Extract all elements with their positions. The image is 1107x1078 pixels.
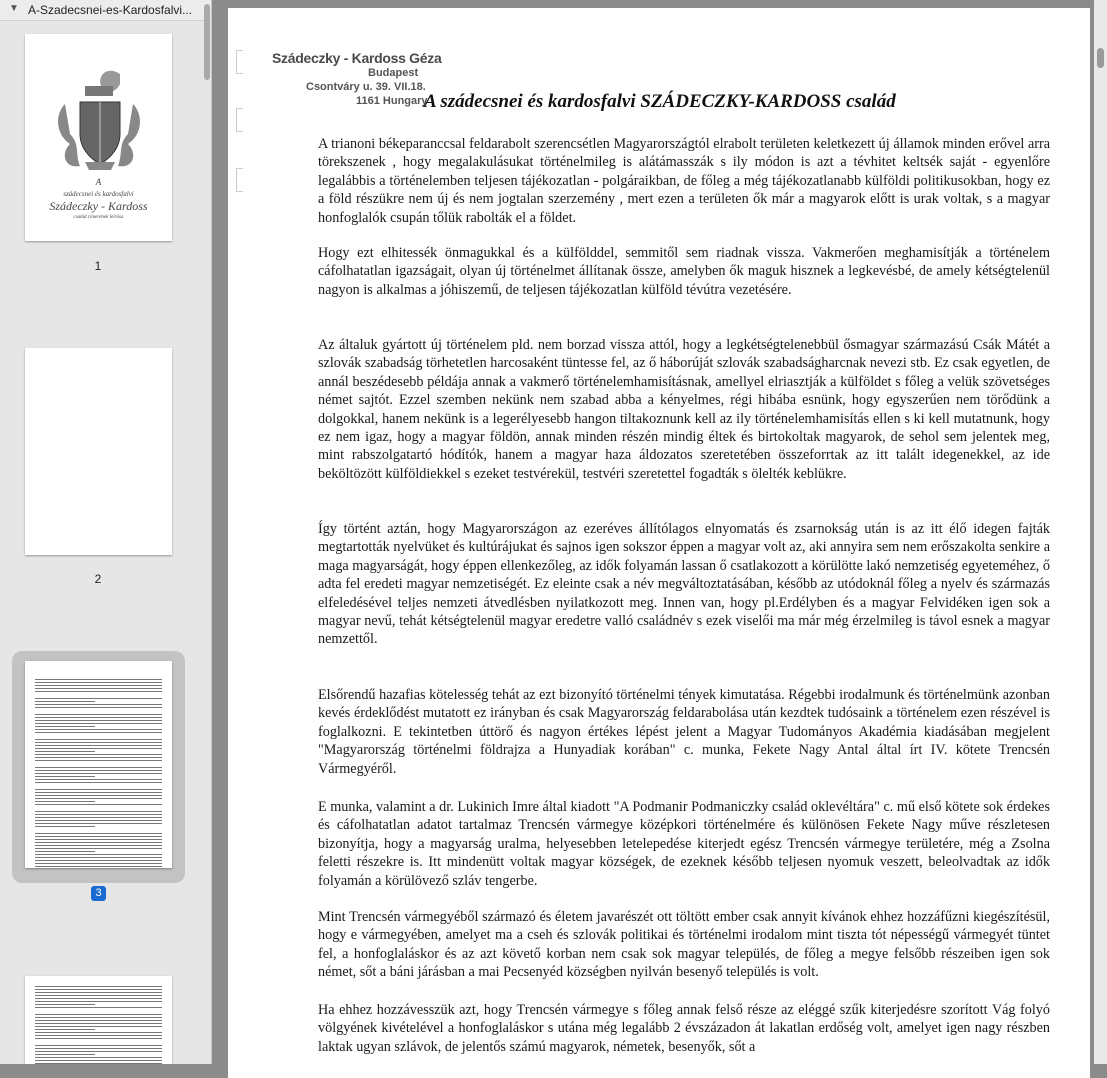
page-thumbnail-2[interactable] bbox=[25, 348, 172, 555]
thumbnail-text-line bbox=[35, 688, 162, 689]
thumbnail-text-line bbox=[35, 754, 162, 755]
thumbnail-text-line bbox=[35, 1017, 162, 1018]
thumbnail-text-line bbox=[35, 798, 162, 799]
thumbnail-text-line bbox=[35, 1001, 162, 1002]
thumbnail-text-line bbox=[35, 701, 95, 702]
thumbnail-text-line bbox=[35, 1035, 162, 1036]
thumbnail-text-line bbox=[35, 732, 162, 733]
thumbnail-text-line bbox=[35, 860, 162, 861]
thumbnail-text-line bbox=[35, 682, 162, 683]
thumbnail-text-line bbox=[35, 1045, 162, 1046]
paragraph-4: Így történt aztán, hogy Magyarországon az ezeréves állítólagos elnyomatás és zsarnokság után is az itt élő idegen fajták megtartották nyelvüket és kultúrájukat és sajnos igen sokszor éppen a magyar volt az, aki annyira sem nem erőszakolta senkire a maga magyarságát, hogy éppen ellenkezőleg, az idők folyamán lassan ő csatlakozott a körülötte lakó nemzetiség egyeteméhez, ő adta fel eredeti magyar nemzetiségét. Ez eleinte csak a név megváltoztatásában, később az utódoknál főleg a nyelv és származás elfeledésével teljes nemzeti átvedlésben nyilatkozott meg. Innen van, hogy pl.Erdélyben és a magyar Felvidéken igen sok a magyar nevű, tehát kétségtelenül magyar eredetre valló családnév s ezek viselői ma már még érzelmileg is távol esnek a magyar nemzettől. bbox=[318, 521, 1050, 648]
thumbnail-text-line bbox=[35, 826, 95, 827]
thumbnail-text-line bbox=[35, 779, 162, 780]
thumbnail-text-line bbox=[35, 814, 162, 815]
thumbnail-text-line bbox=[35, 1023, 162, 1024]
thumbnail-text-line bbox=[35, 989, 162, 990]
thumbnail-text-line bbox=[35, 1060, 162, 1061]
thumbnail-text-line bbox=[35, 998, 162, 999]
page-thumbnail-1[interactable] bbox=[25, 34, 172, 241]
thumbnail-text-line bbox=[35, 757, 162, 758]
page-label-1[interactable]: 1 bbox=[94, 259, 102, 273]
thumbnail-text-line bbox=[35, 691, 162, 692]
thumbnail-text-line bbox=[35, 1007, 162, 1008]
thumbnail-text-line bbox=[35, 679, 162, 680]
paragraph-5: Elsőrendű hazafias kötelesség tehát az ezt bizonyító történelmi tények kimutatása. Régebbi irodalmunk és történelmünk azonban kevés érdeklődést mutatott ez irányban és csak Magyarország feldarabolása után kezdtek tudósaink a történelem ezen részével is foglalkozni. E tekintetben úttörő és nagyon értékes lépést jelent a Magyar Tudományos Akadémia kiadásában megjelent "Magyarország történelmi földrajza a Hunyadiak korában" c. munka, Fekete Nagy Antal által írt IV. kötete Trencsén Vármegyéről. bbox=[318, 687, 1050, 777]
main-scrollbar[interactable] bbox=[1094, 0, 1107, 1064]
thumbnail-text-line bbox=[35, 1057, 162, 1058]
thumbnail-text-line bbox=[35, 760, 162, 761]
paragraph-6: E munka, valamint a dr. Lukinich Imre által kiadott "A Podmanir Podmaniczky család oklevéltára" c. mű első kötete sok érdekes és cáfolhatatlan adatot tartalmaz Trencsén vármegye középkori történelmére és különösen Fekete Nagy műve részletesen bizonyítja, hogy a magyarság uralma, helyesebben letelepedése kiterjedt egész Trencsén vármegye területére, még a Zsolna feletti részekre is. Itt mindenütt voltak magyar községek, de ezeknek később teljesen nyomuk veszett, beleolvadtak az idők folyamán a körülövező szláv tengerbe. bbox=[318, 799, 1050, 889]
page-thumbnail-3[interactable] bbox=[25, 661, 172, 868]
document-title: A-Szadecsnei-es-Kardosfalvi... bbox=[28, 3, 193, 17]
punch-hole-mark bbox=[236, 108, 243, 132]
thumbnail-sidebar bbox=[0, 0, 212, 1064]
punch-hole-mark bbox=[236, 50, 243, 74]
thumbnail-text-line bbox=[35, 739, 162, 740]
thumbnail-text-line bbox=[35, 751, 95, 752]
thumbnail-text-line bbox=[35, 789, 162, 790]
page-label-3[interactable]: 3 bbox=[91, 886, 106, 901]
thumbnail-text-line bbox=[35, 820, 162, 821]
thumbnail-text-line bbox=[35, 745, 162, 746]
thumbnail-text-line bbox=[35, 823, 162, 824]
thumbnail-text-line bbox=[35, 1054, 95, 1055]
thumbnail-text-line bbox=[35, 842, 162, 843]
paragraph-8: Ha ehhez hozzávesszük azt, hogy Trencsén vármegye s főleg annak felső része az eléggé szűk kiterjedésre szorított Vág folyó völgyének kivételével a honfoglaláskor s utána még legalább 2 évszázadon át lakatlan erdőség volt, amelyet igen nagy részben laktak ugyan szlávok, de jelentős számú magyarok, németek, besenyők, sőt a bbox=[318, 1002, 1050, 1055]
thumbnail-text-line bbox=[35, 770, 162, 771]
thumbnail-text-line bbox=[35, 866, 162, 867]
thumbnail-text-line bbox=[35, 863, 162, 864]
sidebar-header[interactable] bbox=[0, 0, 211, 21]
document-heading: A szádecsnei és kardosfalvi SZÁDECZKY-KARDOSS család bbox=[424, 91, 896, 112]
thumbnail-text-line bbox=[35, 720, 162, 721]
thumbnail-text-line bbox=[35, 811, 162, 812]
thumbnail-text-line bbox=[35, 845, 162, 846]
thumbnail-text-line bbox=[35, 986, 162, 987]
thumbnail-text-line bbox=[35, 995, 162, 996]
thumbnail-text-line bbox=[35, 767, 162, 768]
thumbnail-text-line bbox=[35, 792, 162, 793]
thumbnail-text-line bbox=[35, 1032, 162, 1033]
thumbnail-text-line bbox=[35, 836, 162, 837]
punch-hole-mark bbox=[236, 168, 243, 192]
thumbnail-text-line bbox=[35, 804, 162, 805]
thumbnail-text-line bbox=[35, 704, 162, 705]
thumbnail-text-line bbox=[35, 1026, 162, 1027]
thumbnail-text-line bbox=[35, 1014, 162, 1015]
page-label-2[interactable]: 2 bbox=[94, 572, 102, 586]
thumbnail-text-line bbox=[35, 723, 162, 724]
main-scrollbar-thumb[interactable] bbox=[1097, 48, 1104, 68]
thumbnail-text-line bbox=[35, 848, 162, 849]
thumbnail-text-line bbox=[35, 726, 95, 727]
thumbnail-text-line bbox=[35, 685, 162, 686]
thumbnail-text-line bbox=[35, 795, 162, 796]
sidebar-scrollbar[interactable] bbox=[203, 0, 211, 1064]
thumbnail-text-line bbox=[35, 1004, 95, 1005]
thumbnail-text-line bbox=[35, 801, 95, 802]
thumbnail-text-line bbox=[35, 833, 162, 834]
thumbnail-text-line bbox=[35, 698, 162, 699]
thumbnail-text-line bbox=[35, 714, 162, 715]
thumbnail-text-line bbox=[35, 742, 162, 743]
thumbnail-text-line bbox=[35, 773, 162, 774]
thumbnail-text-line bbox=[35, 707, 162, 708]
thumbnail-text-line bbox=[35, 717, 162, 718]
thumbnail-text-line bbox=[35, 854, 162, 855]
document-page: Szádeczky - Kardoss Géza Budapest Csontváry u. 39. VII.18. 1161 Hungary A szádecsnei és kardosfalvi SZÁDECZKY-KARDOSS család A trianoni békeparanccsal feldarabolt szerencsétlen Magyarországtól elrabolt területen keletkezett új államok minden erővel arra törekszenek , hogy megalakulásukat történelmileg is alátámasszák s ily módon is azt a tévhitet keltsék saját - egyenlőre legalábbis a történelemben teljesen tájékozatlan - polgáraikban, de főleg a még tájékozatlanabb külföldi politikusokban, hogy ez a föld részükre nem új és nem jogtalan szerzemény , mert ezen a területen ők már a magyarok előtt is urak voltak, s a magyar honfoglalók csupán tőlük rabolták el a földet. Hogy ezt elhitessék önmagukkal és a külfölddel, semmitől sem riadnak vissza. Vakmerően meghamisítják a történelem cáfolhatatlan igazságait, olyan új történelmet állítanak össze, amelyben ők maguk hisznek a legkevésbé, de amely kétségtelenül nagyon is alkalmas a jóhiszemű, de teljesen tájékozatlan külföld tévútra vezetésére. Az általuk gyártott új történelem pld. nem borzad vissza attól, hogy a legkétségtelenebbül ősmagyar származású Csák Mátét a szlovák szabadság törhetetlen harcosaként tüntesse fel, az ő háborúját szlovák szabadságharcnak nevezi stb. Ez csak egyetlen, de annál beszédesebb példája annak a vakmerő történelemhamisításnak, amellyel elriasztják a külföldet s főleg a velük szövetséges német sajtót. Ezzel szemben nekünk nem szabad abba a kényelmes, régi hibába esnünk, hogy egyszerűen nem törődünk a dolgokkal, hanem nekünk is a legerélyesebb hangon tiltakoznunk kell az ily történelemhamisítás ellen s ki kell mutatnunk, hogy ez nem igaz, hogy a magyar földön, annak minden részén mindig éltek és birtokoltak magyarok, de sehol sem jelentek meg, mint rabszolgatartó hódítók, hanem a magyar haza áldozatos szeretetében összeforrtak az itt talált idegenekkel, az ide beköltözött külföldiekkel s ezeket testvérekül, testvéri szeretettel fogadták s ölelték keblükre. Így történt aztán, hogy Magyarországon az ezeréves állítólagos elnyomatás és zsarnokság után is az itt élő idegen fajták megtartották nyelvüket és kultúrájukat és sajnos igen sokszor éppen a magyar volt az, aki annyira sem nem erőszakolta senkire a maga magyarságát, hogy éppen ellenkezőleg, az idők folyamán lassan ő csatlakozott a körülötte lakó nemzetiség egyeteméhez, ő adta fel eredeti magyar nemzetiségét. Ez eleinte csak a név megváltoztatásában, később az utódoknál főleg a nyelv és származás elfeledésével teljes nemzeti átvedlésben nyilatkozott meg. Innen van, hogy pl.Erdélyben és a magyar Felvidéken igen sok a magyar nevű, tehát kétségtelenül magyar eredetre valló családnév s ezek viselői ma már még érzelmileg is távol esnek a magyar nemzettől. Elsőrendű hazafias kötelesség tehát az ezt bizonyító történelmi tények kimutatása. Régebbi irodalmunk és történelmünk azonban kevés érdeklődést mutatott ez irányban és csak Magyarország feldarabolása után kezdtek tudósaink a történelem ezen részével is foglalkozni. E tekintetben úttörő és nagyon értékes lépést jelent a Magyar Tudományos Akadémia kiadásában megjelent "Magyarország történelmi földrajza a Hunyadiak korában" c. munka, Fekete Nagy Antal által írt IV. kötete Trencsén Vármegyéről. E munka, valamint a dr. Lukinich Imre által kiadott "A Podmanir Podmaniczky család oklevéltára" c. mű első kötete sok érdekes és cáfolhatatlan adatot tartalmaz Trencsén vármegye középkori történelmére és különösen Fekete Nagy műve részletesen bizonyítja, hogy a magyarság uralma, helyesebben letelepedése kiterjedt egész Trencsén vármegye területére, még a Zsolna feletti részekre is. Itt mindenütt voltak magyar községek, de ezeknek később teljesen nyomuk veszett, beleolvadtak az idők folyamán a körülövező szláv tengerbe. Mint Trencsén vármegyéből származó és életem javarészét ott töltött ember csak annyit kívánok ehhez hozzáfűzni kiegészítésül, hogy e vármegyében, amelyet ma a cseh és szlovák politikai és történelmi irodalom mint tiszta tót népességű vármegyét tüntet fel, a honfoglaláskor és az azt követő korban nem csak sok magyar település, de főleg a megye felsőbb részeiben igen sok német, sőt a báni járásban a mai Pecsenyéd községben nyilván besenyő település is volt. Ha ehhez hozzávesszük azt, hogy Trencsén vármegye s főleg annak felső része az eléggé szűk kiterjedésre szorított Vág folyó völgyének kivételével a honfoglaláskor s utána még legalább 2 évszázadon át lakatlan erdőség volt, amelyet igen nagy részben laktak ugyan szlávok, de jelentős számú magyarok, németek, besenyők, sőt a bbox=[228, 8, 1090, 1078]
thumbnail-text-line bbox=[35, 748, 162, 749]
sidebar-scrollbar-thumb[interactable] bbox=[204, 4, 210, 80]
thumbnail-text-line bbox=[35, 851, 95, 852]
thumbnail-text-line bbox=[35, 1029, 95, 1030]
paragraph-7: Mint Trencsén vármegyéből származó és életem javarészét ott töltött ember csak annyit kívánok ehhez hozzáfűzni kiegészítésül, hogy e vármegyében, amelyet ma a cseh és szlovák politikai és történelmi irodalom mint tiszta tót népességű vármegyét tüntet fel, a honfoglaláskor és az azt követő korban nem csak sok magyar település, de főleg a megye felsőbb részeiben igen sok német, sőt a báni járásban a mai Pecsenyéd községben nyilván besenyő település is volt. bbox=[318, 909, 1050, 981]
thumbnail-text-line bbox=[35, 782, 162, 783]
thumbnail-text-line bbox=[35, 729, 162, 730]
thumbnail-text-line bbox=[35, 776, 95, 777]
thumbnail-1-caption: A szádecsnei és kardosfalvi Szádeczky - Kardoss család címerének leírása bbox=[49, 177, 148, 220]
thumbnail-text-line bbox=[35, 839, 162, 840]
thumbnail-text-line bbox=[35, 1038, 162, 1039]
paragraph-2: Hogy ezt elhitessék önmagukkal és a külfölddel, semmitől sem riadnak vissza. Vakmerően meghamisítják a történelem cáfolhatatlan igazságait, olyan új történelmet állítanak össze, amelyben ők maguk hisznek a legkevésbé, de amely kétségtelenül nagyon is alkalmas a jóhiszemű, de teljesen tájékozatlan külföld tévútra vezetésére. bbox=[318, 245, 1050, 298]
thumbnail-text-line bbox=[35, 817, 162, 818]
thumbnail-text-line bbox=[35, 1051, 162, 1052]
disclosure-triangle-icon[interactable]: ▼ bbox=[9, 3, 19, 14]
thumbnail-text-line bbox=[35, 992, 162, 993]
thumbnail-text-line bbox=[35, 1020, 162, 1021]
page-thumbnail-4[interactable] bbox=[25, 976, 172, 1064]
thumbnail-text-line bbox=[35, 1048, 162, 1049]
thumbnail-text-line bbox=[35, 857, 162, 858]
paragraph-1: A trianoni békeparanccsal feldarabolt szerencsétlen Magyarországtól elrabolt területen keletkezett új államok minden erővel arra törekszenek , hogy megalakulásukat történelmileg is alátámasszák s ily módon is azt a tévhitet keltsék saját - egyenlőre legalábbis a történelemben teljesen tájékozatlan - polgáraikban, de főleg a még tájékozatlanabb külföldi politikusokban, hogy ez a föld részükre nem új és nem jogtalan szerzemény , mert ezen a területen ők már a magyarok előtt is urak voltak, s a magyar honfoglalók csupán tőlük rabolták el a földet. bbox=[318, 136, 1050, 226]
paragraph-3: Az általuk gyártott új történelem pld. nem borzad vissza attól, hogy a legkétségtelenebbül ősmagyar származású Csák Mátét a szlovák szabadság törhetetlen harcosaként tüntesse fel, az ő háborúját szlovák szabadságharcnak nevezi stb. Ez csak egyetlen, de annál beszédesebb példája annak a vakmerő történelemhamisításnak, amellyel elriasztják a külföldet s főleg a velük szövetséges német sajtót. Ezzel szemben nekünk nem szabad abba a kényelmes, régi hibába esnünk, hogy egyszerűen nem törődünk a dolgokkal, hanem nekünk is a legerélyesebb hangon tiltakoznunk kell az ily történelemhamisítás ellen s ki kell mutatnunk, hogy ez nem igaz, hogy a magyar földön, annak minden részén mindig éltek és birtokoltak magyarok, de sehol sem jelentek meg, mint rabszolgatartó hódítók, hanem a magyar haza áldozatos szeretetében összeforrtak az itt talált idegenekkel, az ide beköltözött külföldiekkel s ezeket testvérekül, testvéri szeretettel fogadták s ölelték keblükre. bbox=[318, 337, 1050, 482]
